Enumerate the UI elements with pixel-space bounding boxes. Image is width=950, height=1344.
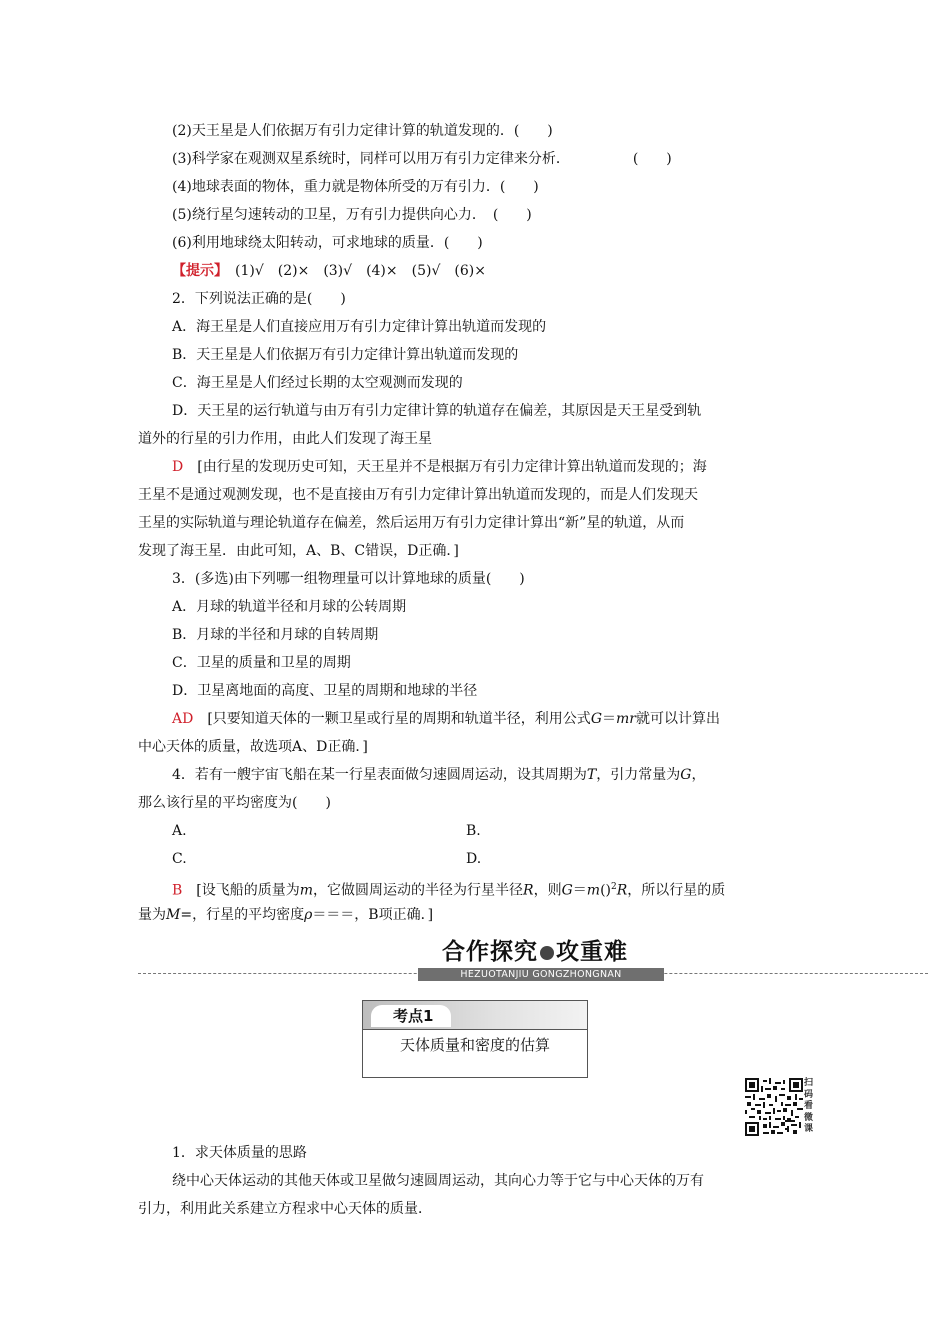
q3-explanation-line1	[172, 709, 720, 729]
q4-var-t: T	[586, 767, 597, 783]
hint-label: 【提示】	[172, 263, 221, 279]
q4-stem-text-b: ，引力常量为	[596, 767, 681, 783]
q4-stem-text-a: 4．若有一艘宇宙飞船在某一行星表面做匀速圆周运动，设其周期为	[172, 767, 587, 783]
q2-explanation-line2: 王星不是通过观测发现，也不是直接由万有引力定律计算出轨道而发现的，而是人们发现天	[138, 487, 698, 503]
q4-exp-var-g: G	[561, 882, 573, 899]
q4-exp-sup: 2	[611, 882, 617, 892]
q4-exp-var-m2: m	[586, 882, 601, 899]
banner-subtitle: HEZUOTANJIU GONGZHONGNAN	[418, 968, 664, 981]
q4-stem-line1	[172, 765, 705, 785]
q4-exp-e: ()	[600, 882, 611, 899]
kaodian-box	[362, 1000, 588, 1078]
qr-label-char: 课	[804, 1124, 814, 1134]
q4-option-b: B.	[466, 823, 481, 839]
judge-item-4: (4)地球表面的物体，重力就是物体所受的万有引力．( )	[172, 179, 539, 195]
q4-exp-f: ，所以行星的质	[627, 882, 726, 899]
q2-explanation-text: [由行星的发现历史可知，天王星并不是根据万有引力定律计算出轨道而发现的；海	[183, 459, 707, 475]
q3-exp-var-mr: mr	[616, 711, 636, 727]
q3-option-c: C．卫星的质量和卫星的周期	[172, 655, 351, 671]
qr-label	[804, 1078, 816, 1136]
q4-explanation-line1	[172, 877, 725, 901]
banner-title-left: 合作探究	[442, 939, 538, 965]
judge-item-6: (6)利用地球绕太阳转动，可求地球的质量．( )	[172, 235, 483, 251]
judge-item-3: (3)科学家在观测双星系统时，同样可以用万有引力定律来分析． ( )	[172, 151, 672, 167]
qr-label-char: 扫	[804, 1078, 814, 1088]
section1-paragraph-line2: 引力，利用此关系建立方程求中心天体的质量．	[138, 1201, 432, 1217]
q4-answer: B	[172, 882, 183, 899]
q3-answer: AD	[172, 711, 194, 727]
banner-dot-icon	[540, 946, 554, 960]
q4-exp-var-r: R	[523, 882, 534, 899]
qr-label-char: 微	[804, 1112, 814, 1123]
q2-explanation-line3: 王星的实际轨道与理论轨道存在偏差，然后运用万有引力定律计算出“新”星的轨道，从而	[138, 515, 685, 531]
q3-exp-text-b: 就可以计算出	[635, 711, 720, 727]
q4-option-a: A.	[172, 823, 187, 839]
q4-exp-a: [设飞船的质量为	[182, 882, 300, 899]
q4-stem-line2: 那么该行星的平均密度为( )	[138, 795, 331, 811]
q2-option-c: C．海王星是人们经过长期的太空观测而发现的	[172, 375, 463, 391]
qr-code-icon[interactable]	[745, 1078, 803, 1136]
q4-exp2-b: =，行星的平均密度	[180, 907, 305, 923]
q2-answer: D	[172, 459, 184, 475]
q3-exp-eq: ＝	[602, 711, 616, 727]
q2-explanation-line4: 发现了海王星．由此可知，A、B、C错误，D正确．]	[138, 543, 459, 559]
section1-heading: 1．求天体质量的思路	[172, 1145, 307, 1161]
q3-explanation-line2: 中心天体的质量，故选项A、D正确．]	[138, 739, 368, 755]
q3-option-a: A．月球的轨道半径和月球的公转周期	[172, 599, 407, 615]
banner-title-right: 攻重难	[556, 939, 628, 965]
q2-option-d-line1: D．天王星的运行轨道与由万有引力定律计算的轨道存在偏差，其原因是天王星受到轨	[172, 403, 702, 419]
q2-option-d-line2: 道外的行星的引力作用，由此人们发现了海王星	[138, 431, 432, 447]
q4-exp2-a: 量为	[138, 907, 166, 923]
kaodian-title: 天体质量和密度的估算	[399, 1036, 550, 1054]
hint-line	[172, 261, 486, 281]
banner-title	[410, 936, 660, 968]
q4-exp-b: ，它做圆周运动的半径为行星半径	[313, 882, 524, 899]
kaodian-header	[363, 1001, 587, 1030]
q4-exp2-c: ＝＝＝，B项正确．]	[312, 907, 434, 923]
q3-option-d: D．卫星离地面的高度、卫星的周期和地球的半径	[172, 683, 478, 699]
section-banner	[410, 936, 660, 984]
q2-option-a: A．海王星是人们直接应用万有引力定律计算出轨道而发现的	[172, 319, 547, 335]
q4-exp-c: ，则	[533, 882, 562, 899]
qr-label-char: 看	[804, 1101, 814, 1111]
q4-stem-text-c: ，	[691, 767, 706, 783]
q3-exp-text-a: [只要知道天体的一颗卫星或行星的周期和轨道半径，利用公式	[193, 711, 591, 727]
q2-stem: 2．下列说法正确的是( )	[172, 291, 346, 307]
q3-option-b: B．月球的半径和月球的自转周期	[172, 627, 379, 643]
q2-explanation-line1	[172, 457, 707, 477]
q4-exp2-var-m: M	[166, 907, 181, 923]
kaodian-tab: 考点1	[371, 1005, 451, 1027]
q3-exp-var-g: G	[590, 711, 602, 727]
q4-exp-var-r2: R	[616, 882, 628, 899]
qr-label-char: 码	[804, 1089, 814, 1100]
q4-exp2-rho: ρ	[304, 907, 313, 923]
q4-exp-d: ＝	[572, 882, 587, 899]
q4-option-d: D.	[466, 851, 482, 867]
q4-option-c: C.	[172, 851, 187, 867]
judge-item-5: (5)绕行星匀速转动的卫星，万有引力提供向心力． ( )	[172, 207, 532, 223]
hint-answers: (1)√ (2)× (3)√ (4)× (5)√ (6)×	[221, 263, 486, 279]
q2-option-b: B．天王星是人们依据万有引力定律计算出轨道而发现的	[172, 347, 519, 363]
section1-paragraph-line1: 绕中心天体运动的其他天体或卫星做匀速圆周运动，其向心力等于它与中心天体的万有	[172, 1173, 704, 1189]
q4-exp-var-m: m	[299, 882, 314, 899]
judge-item-2: (2)天王星是人们依据万有引力定律计算的轨道发现的．( )	[172, 123, 553, 139]
q4-explanation-line2	[138, 905, 433, 925]
q3-stem: 3．(多选)由下列哪一组物理量可以计算地球的质量( )	[172, 571, 525, 587]
q4-var-g: G	[680, 767, 692, 783]
